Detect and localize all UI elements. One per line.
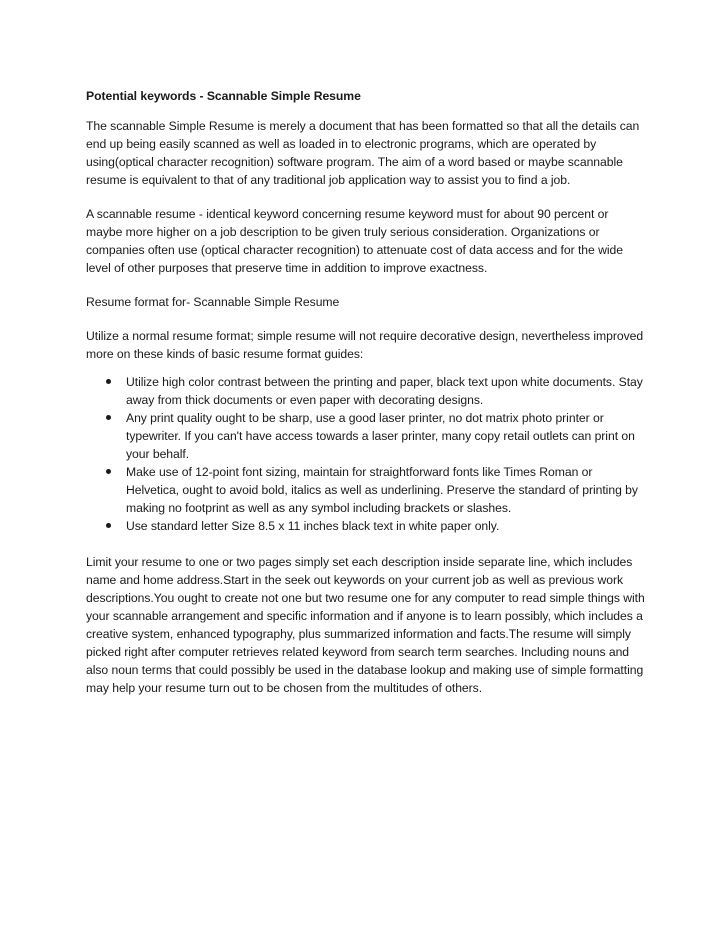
bullet-icon: [106, 415, 111, 420]
list-item-text: Any print quality ought to be sharp, use a good laser printer, no dot matrix photo printer or typewriter. If you can't have access towards a laser printer, many copy retail outlets can print on your behalf.: [126, 411, 635, 461]
list-item: [126, 463, 646, 517]
bullet-icon: [106, 469, 111, 474]
list-item: [126, 409, 646, 463]
list-item-text: Utilize high color contrast between the printing and paper, black text upon white documents. Stay away from thick documents or even paper with decorating designs.: [126, 375, 643, 407]
bullet-icon: [106, 523, 111, 528]
list-item: [126, 517, 646, 535]
list-item-text: Make use of 12-point font sizing, maintain for straightforward fonts like Times Roman or Helvetica, ought to avoid bold, italics as well as underlining. Preserve the standard of printing by making no footprint as well as any symbol including brackets or slashes.: [126, 465, 638, 515]
paragraph-keyword: A scannable resume - identical keyword concerning resume keyword must for about 90 percent or maybe more higher on a job description to be given truly serious consideration. Organizations or companies often use (optical character recognition) to attenuate cost of data access and for the wide level of other purposes that preserve time in addition to improve exactness.: [86, 207, 623, 275]
bullet-icon: [106, 379, 111, 384]
paragraph-format-intro: Utilize a normal resume format; simple resume will not require decorative design, nevertheless improved more on these kinds of basic resume format guides:: [86, 329, 644, 361]
paragraph-format-heading: Resume format for- Scannable Simple Resume: [86, 295, 340, 309]
paragraph-intro: The scannable Simple Resume is merely a document that has been formatted so that all the details can end up being easily scanned as well as loaded in to electronic programs, which are operated by using(optical character recognition) software program. The aim of a word based or maybe scannable resume is equivalent to that of any traditional job application way to assist you to find a job.: [86, 119, 640, 187]
list-item-text: Use standard letter Size 8.5 x 11 inches black text in white paper only.: [126, 519, 500, 533]
list-item: [126, 373, 646, 409]
format-guidelines-list: [86, 373, 646, 535]
paragraph-limit-resume: Limit your resume to one or two pages simply set each description inside separate line, which includes name and home address.Start in the seek out keywords on your current job as well as previous work descriptions.You ought to create not one but two resume one for any computer to read simple things with your scannable arrangement and specific information and if anyone is to learn possibly, which includes a creative system, enhanced typography, plus summarized information and facts.The resume will simply picked right after computer retrieves related keyword from search term searches. Including nouns and also noun terms that could possibly be used in the database lookup and making use of simple formatting may help your resume turn out to be chosen from the multitudes of others.: [86, 555, 645, 695]
document-title: Potential keywords - Scannable Simple Resume: [86, 89, 361, 103]
document-page: [86, 87, 646, 713]
